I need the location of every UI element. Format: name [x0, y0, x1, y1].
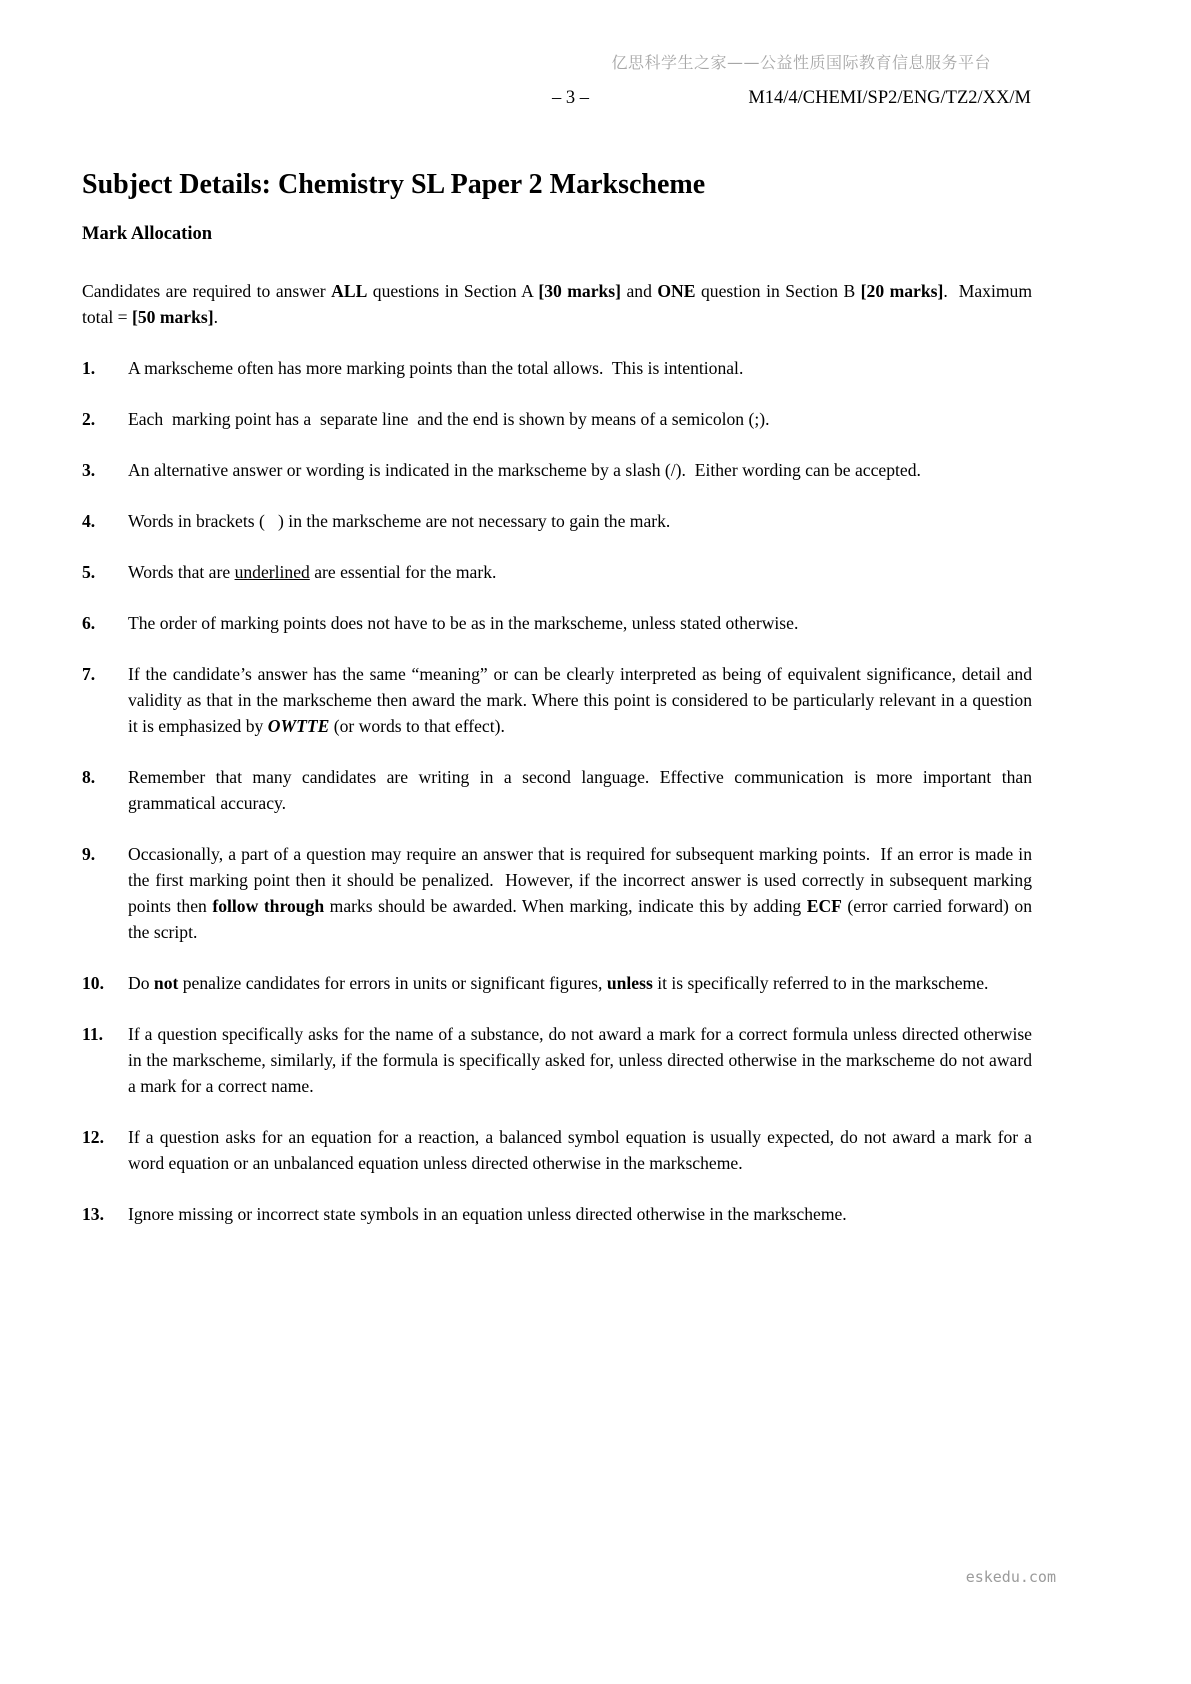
list-item-text	[128, 1201, 1032, 1227]
text-segment: Candidates are required to answer	[82, 281, 332, 301]
text-segment: unless	[606, 973, 653, 993]
text-segment: . Maximum total =	[82, 281, 1032, 327]
text-segment: A markscheme often has more marking points than the total allows. This is intentional.	[128, 358, 744, 378]
list-item-number: 9.	[82, 844, 96, 864]
list-item-text	[128, 661, 1032, 739]
list-item-number: 10.	[82, 973, 104, 993]
text-segment: If a question specifically asks for the name of a substance, do not award a mark for a correct formula unless directed otherwise in the markscheme, similarly, if the formula is specifically asked for, unless directed otherwise in the markscheme do not award a mark for a correct name.	[128, 1024, 1032, 1096]
list-item-text	[128, 559, 1032, 585]
list-item	[82, 610, 1032, 636]
intro-paragraph	[82, 278, 1032, 330]
text-segment: [50 marks]	[132, 307, 214, 327]
document-content	[82, 168, 1032, 1227]
text-segment: it is specifically referred to in the markscheme.	[652, 973, 989, 993]
paper-code: M14/4/CHEMI/SP2/ENG/TZ2/XX/M	[748, 88, 1031, 108]
list-item-text	[128, 508, 1032, 534]
text-segment: Do	[128, 973, 154, 993]
list-item	[82, 559, 1032, 585]
text-segment: underlined	[234, 562, 310, 582]
text-segment: If the candidate’s answer has the same “meaning” or can be clearly interpreted as being of equivalent significance, detail and validity as that in the markscheme then award the mark. Where this point is considered to be particularly relevant in a question it is emphasized by	[128, 664, 1032, 736]
text-segment: not	[153, 973, 179, 993]
text-segment: marks should be awarded. When marking, indicate this by adding	[324, 896, 807, 916]
page-number: – 3 –	[552, 88, 589, 108]
text-segment: [30 marks]	[538, 281, 622, 301]
list-item-text	[128, 610, 1032, 636]
text-segment: (error carried forward) on the script.	[128, 896, 1032, 942]
text-segment: question in Section B	[695, 281, 861, 301]
list-item-text	[128, 970, 1032, 996]
text-segment: Ignore missing or incorrect state symbols in an equation unless directed otherwise in the markscheme.	[128, 1204, 847, 1224]
text-segment: Remember that many candidates are writing in a second language. Effective communication is more important than grammatical accuracy.	[128, 767, 1032, 813]
text-segment: questions in Section A	[367, 281, 539, 301]
list-item-number: 2.	[82, 409, 96, 429]
list-item-text	[128, 355, 1032, 381]
text-segment: (or words to that effect).	[329, 716, 505, 736]
list-item	[82, 661, 1032, 739]
text-segment: Words in brackets ( ) in the markscheme are not necessary to gain the mark.	[128, 511, 671, 531]
list-item	[82, 970, 1032, 996]
list-item-number: 12.	[82, 1127, 104, 1147]
text-segment: follow through	[212, 896, 325, 916]
text-segment: If a question asks for an equation for a reaction, a balanced symbol equation is usually expected, do not award a mark for a word equation or an unbalanced equation unless directed otherwise in the markscheme.	[128, 1127, 1032, 1173]
list-item	[82, 1021, 1032, 1099]
list-item	[82, 1201, 1032, 1227]
text-segment: Occasionally, a part of a question may require an answer that is required for subsequent marking points. If an error is made in the first marking point then it should be penalized. However, if the incorrect answer is used correctly in subsequent marking points then	[128, 844, 1032, 916]
list-item-text	[128, 1124, 1032, 1176]
text-segment: [20 marks]	[860, 281, 944, 301]
list-item	[82, 764, 1032, 816]
list-item-number: 5.	[82, 562, 96, 582]
list-item	[82, 457, 1032, 483]
page-header	[0, 88, 1191, 114]
list-item-number: 11.	[82, 1024, 104, 1044]
numbered-list	[82, 355, 1032, 1227]
text-segment: ECF	[806, 896, 842, 916]
list-item-number: 6.	[82, 613, 96, 633]
list-item	[82, 841, 1032, 945]
page-title: Subject Details: Chemistry SL Paper 2 Markscheme	[82, 169, 706, 200]
text-segment: Words that are	[128, 562, 235, 582]
list-item-text	[128, 1021, 1032, 1099]
section-heading: Mark Allocation	[82, 224, 213, 244]
text-segment: ALL	[331, 281, 368, 301]
text-segment: .	[213, 307, 219, 327]
list-item-text	[128, 841, 1032, 945]
text-segment: OWTTE	[267, 716, 330, 736]
list-item	[82, 355, 1032, 381]
list-item-number: 8.	[82, 767, 96, 787]
list-item-text	[128, 406, 1032, 432]
text-segment: ONE	[657, 281, 696, 301]
list-item-number: 4.	[82, 511, 96, 531]
list-item	[82, 508, 1032, 534]
text-segment: are essential for the mark.	[309, 562, 497, 582]
text-segment: The order of marking points does not have to be as in the markscheme, unless stated otherwise.	[128, 613, 799, 633]
list-item-number: 13.	[82, 1204, 104, 1224]
list-item-number: 3.	[82, 460, 96, 480]
text-segment: penalize candidates for errors in units or significant figures,	[178, 973, 607, 993]
list-item	[82, 406, 1032, 432]
text-segment: Each marking point has a separate line and the end is shown by means of a semicolon (;).	[128, 409, 770, 429]
list-item-number: 1.	[82, 358, 96, 378]
text-segment: An alternative answer or wording is indicated in the markscheme by a slash (/). Either wording can be accepted.	[128, 460, 921, 480]
list-item-text	[128, 764, 1032, 816]
list-item	[82, 1124, 1032, 1176]
text-segment: and	[621, 281, 658, 301]
list-item-number: 7.	[82, 664, 96, 684]
list-item-text	[128, 457, 1032, 483]
watermark-text: 亿思科学生之家——公益性质国际教育信息服务平台	[611, 53, 991, 72]
footer-site-text: eskedu.com	[965, 1568, 1056, 1586]
